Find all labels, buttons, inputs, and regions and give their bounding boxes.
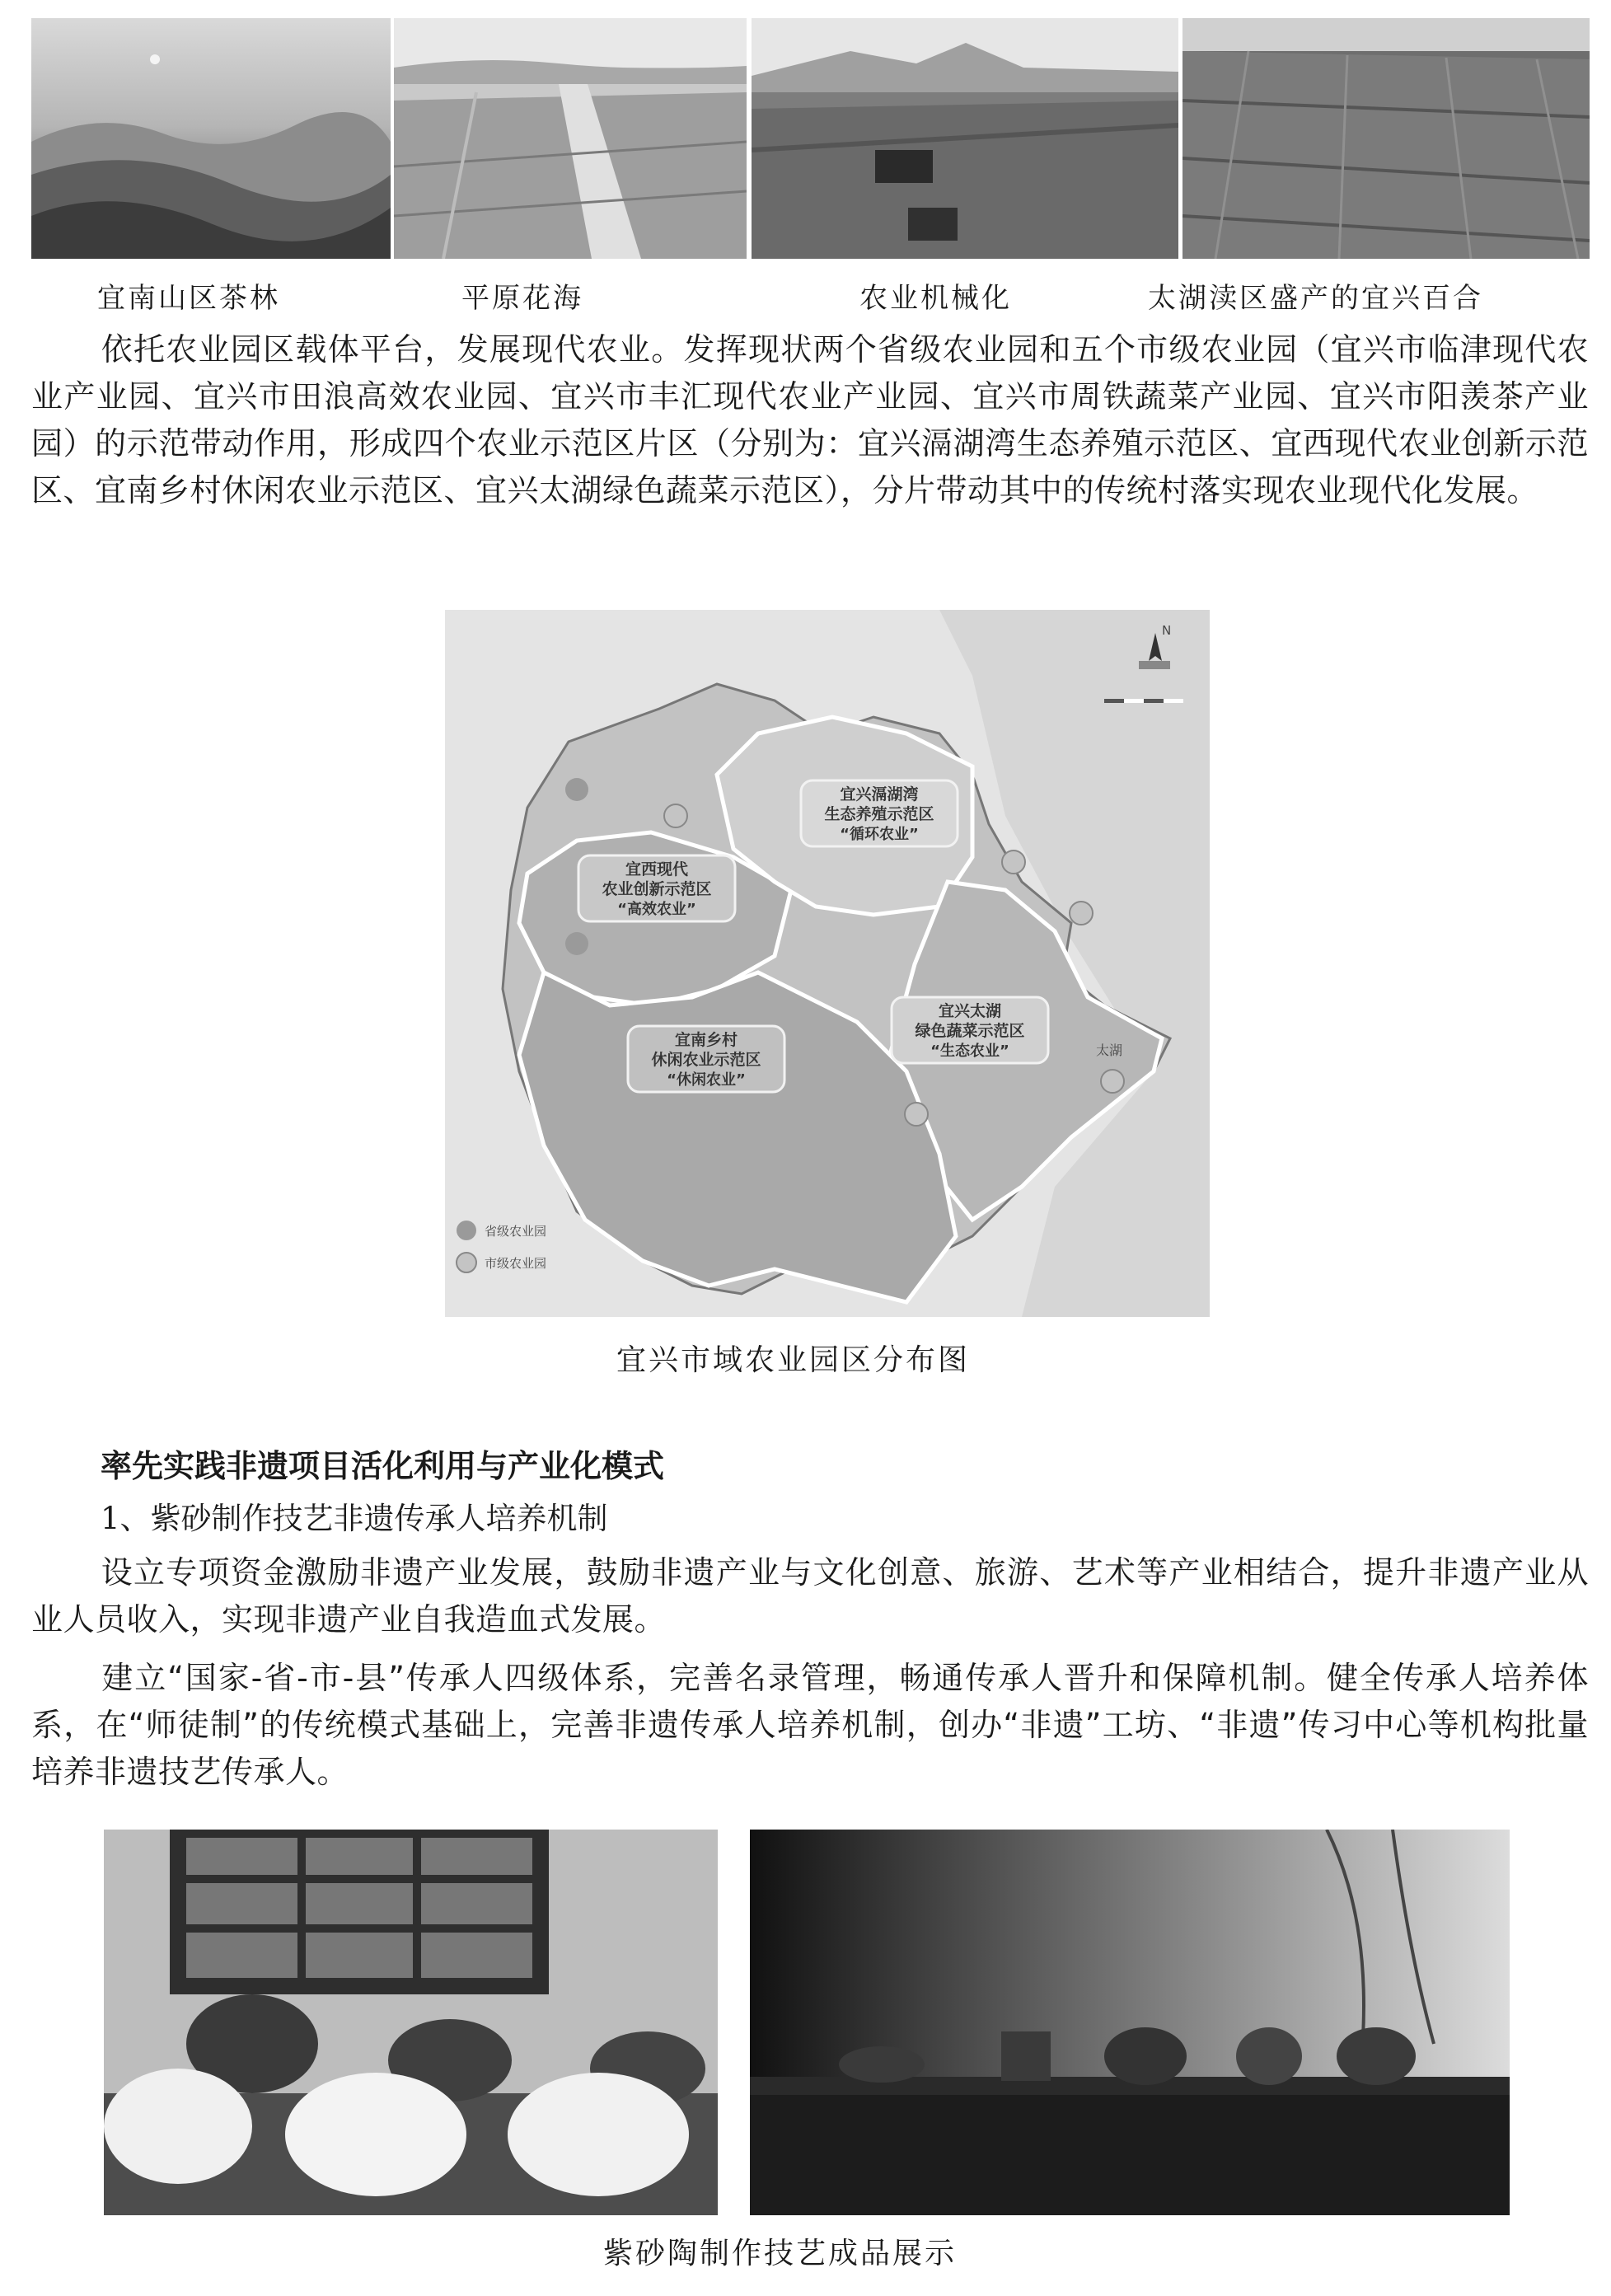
paragraph-fund-text: 设立专项资金激励非遗产业发展，鼓励非遗产业与文化创意、旅游、艺术等产业相结合，提升非遗产业从业人员收入，实现非遗产业自我造血式发展。 [31,1554,1589,1638]
zone-yinan-tag: “休闲农业” [667,1071,746,1089]
paragraph-inheritor-system [31,1655,1589,1796]
legend-municipal: 市级农业园 [485,1256,547,1271]
paragraph-inheritor-system-text: 建立“国家-省-市-县”传承人四级体系，完善名录管理，畅通传承人晋升和保障机制。健全传承人培养体系，在“师徒制”的传统模式基础上，完善非遗传承人培养机制，创办“非遗”工坊、“非遗”传习中心等机构批量培养非遗技艺传承人。 [31,1660,1589,1790]
zone-gehu-tag: “循环农业” [840,826,919,843]
paragraph-fund [31,1549,1589,1643]
zone-gehu-name: 宜兴滆湖湾 [840,785,919,804]
photo-teapots-cups [104,1830,718,2215]
zone-yinan-name2: 休闲农业示范区 [651,1051,761,1069]
photo-agri-machinery [752,18,1178,259]
paragraph-agri-parks [31,326,1589,514]
map-caption: 宜兴市域农业园区分布图 [616,1343,971,1377]
paragraph-agri-parks-text: 依托农业园区载体平台，发展现代农业。发挥现状两个省级农业园和五个市级农业园（宜兴市临津现代农业产业园、宜兴市田浪高效农业园、宜兴市丰汇现代农业产业园、宜兴市周铁蔬菜产业园、宜兴市阳羡茶产业园）的示范带动作用，形成四个农业示范区片区（分别为：宜兴滆湖湾生态养殖示范区、宜西现代农业创新示范区、宜南乡村休闲农业示范区、宜兴太湖绿色蔬菜示范区），分片带动其中的传统村落实现农业现代化发展。 [31,331,1589,508]
zone-taihu-name2: 绿色蔬菜示范区 [915,1022,1025,1040]
caption-agri-machinery: 农业机械化 [859,282,1012,315]
section-subheading: 1、紫砂制作技艺非遗传承人培养机制 [101,1501,608,1536]
photo-plain-flowers [394,18,747,259]
scale-bar [1104,699,1183,703]
photo-yixing-lily [1182,18,1590,259]
caption-plain-flowers: 平原花海 [461,282,583,315]
map-figure [445,610,1210,1317]
photo-zisha-display [750,1830,1510,2215]
map-lake-label: 太湖 [1096,1043,1123,1058]
zone-taihu-name: 宜兴太湖 [938,1002,1002,1020]
section-heading: 率先实践非遗项目活化利用与产业化模式 [101,1448,665,1484]
caption-tea-forest: 宜南山区茶林 [97,282,280,315]
zone-yixi-tag: “高效农业” [617,901,696,918]
zone-taihu-tag: “生态农业” [930,1043,1009,1060]
photo-tea-forest [31,18,391,259]
zone-yixi-name: 宜西现代 [625,860,689,879]
bottom-caption: 紫砂陶制作技艺成品展示 [603,2237,958,2270]
zone-gehu-name2: 生态养殖示范区 [824,805,934,823]
legend-provincial: 省级农业园 [485,1224,547,1239]
zone-yixi-name2: 农业创新示范区 [602,880,712,898]
map-graphic [445,610,1210,1317]
north-label: N [1162,623,1172,638]
zone-yinan-name: 宜南乡村 [674,1031,738,1049]
caption-yixing-lily: 太湖渎区盛产的宜兴百合 [1148,282,1483,315]
